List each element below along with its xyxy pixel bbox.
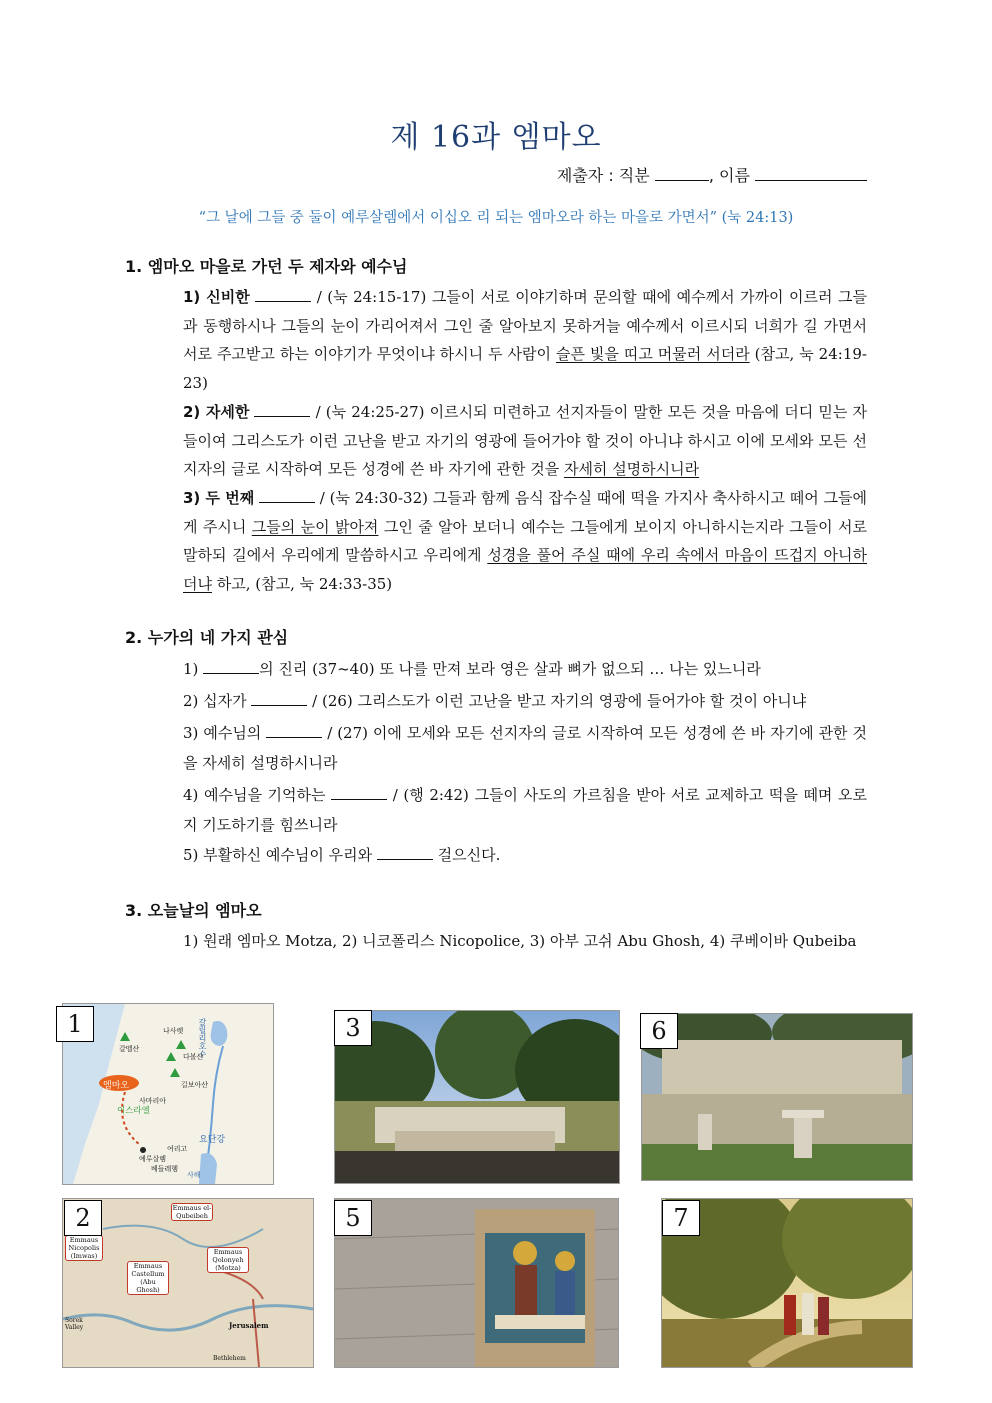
item-label: 1) 신비한 (183, 288, 250, 306)
item-label: 3) 두 번째 (183, 489, 255, 507)
figure-number: 3 (334, 1010, 372, 1046)
map-label: Bethlehem (213, 1355, 246, 1362)
position-blank[interactable] (655, 166, 709, 181)
answer-blank[interactable] (203, 659, 259, 674)
item-tail: 하고, (참고, 눅 24:33-35) (211, 574, 393, 593)
answer-blank[interactable] (331, 785, 387, 800)
excavation-photo-graphic (642, 1014, 912, 1180)
item-text: 4) 예수님을 기억하는 (183, 786, 332, 804)
answer-blank[interactable] (377, 845, 433, 860)
underlined-text: 그들의 눈이 밝아져 (251, 517, 379, 536)
map-label: 이스라엘 (117, 1106, 150, 1116)
section2-item-4 (183, 780, 867, 840)
section1-item-1 (183, 283, 867, 397)
section-heading-1: 1. 엠마오 마을로 가던 두 제자와 예수님 (125, 257, 408, 276)
map-label: 예루살렘 (139, 1155, 167, 1163)
figure-number: 6 (640, 1013, 678, 1049)
section-heading-2: 2. 누가의 네 가지 관심 (125, 628, 289, 647)
item-text: / (27) 이에 모세와 모든 선지자의 글로 시작하여 모든 성경에 쓴 바 자기에 관한 것을 자세히 설명하시니라 (183, 724, 867, 772)
item-text: 의 진리 (37~40) 또 나를 만져 보라 영은 살과 뼈가 없으되 … 나는 있느니라 (259, 660, 761, 678)
map-label: 갈릴리호수 (198, 1018, 207, 1058)
figure-number: 7 (662, 1200, 700, 1236)
item-text: 걸으신다. (432, 846, 501, 864)
item-text: 5) 부활하신 예수님이 우리와 (183, 846, 377, 864)
figure-number: 2 (64, 1200, 102, 1236)
item-text: / (행 2:42) 그들이 사도의 가르침을 받아 서로 교제하고 떡을 떼며 오로지 기도하기를 힘쓰니라 (183, 786, 867, 834)
map-label: 다볼산 (183, 1053, 204, 1061)
fresco-photo-graphic (335, 1199, 618, 1367)
item-label: 2) 자세한 (183, 403, 250, 421)
map-label: 사마리아 (139, 1097, 167, 1105)
section1-item-2 (183, 398, 867, 484)
map-label: 요단강 (199, 1135, 226, 1145)
figure-6-photo (641, 1013, 913, 1181)
map-label-nicopolis: Emmaus Nicopolis (Imwas) (65, 1235, 103, 1261)
item-text: 3) 예수님의 (183, 724, 267, 742)
answer-blank[interactable] (266, 723, 322, 738)
map-label-emmaus: 엠마오 (103, 1081, 130, 1091)
map-label: Sorek Valley (65, 1317, 84, 1331)
item-text: 그인 줄 알아 보더니 예수는 그들에게 보이지 아니하시는지라 그들이 서로 말하되 길에서 우리에게 말씀하시고 우리에게 (183, 517, 867, 564)
section2-item-3 (183, 718, 867, 778)
map-label: Jerusalem (229, 1321, 269, 1330)
name-label: , 이름 (708, 166, 750, 185)
section2-item-2 (183, 686, 867, 716)
item-text: / (26) 그리스도가 이런 고난을 받고 자기의 영광에 들어가야 할 것이 아니냐 (307, 692, 807, 710)
map-label: 여리고 (167, 1145, 188, 1153)
figure-number: 5 (334, 1200, 372, 1236)
map-label: 길보아산 (181, 1081, 209, 1089)
figure-5-photo (334, 1198, 619, 1368)
underlined-text: 슬픈 빛을 띠고 머물러 서더라 (555, 345, 750, 363)
underlined-text: 자세히 설명하시니라 (563, 460, 700, 478)
section-heading-3: 3. 오늘날의 엠마오 (125, 901, 262, 920)
answer-blank[interactable] (251, 691, 307, 706)
section2-item-5 (183, 840, 867, 870)
answer-blank[interactable] (254, 402, 310, 417)
map-label-qolonyeh: Emmaus Qolonyeh (Motza) (207, 1247, 249, 1273)
item-text: 1) (183, 660, 204, 678)
map-label: 사해 (187, 1171, 201, 1179)
section2-item-1 (183, 654, 867, 684)
item-text: / (눅 24:15-17) 그들이 서로 이야기하며 문의할 때에 예수께서 가까이 이르러 그들과 동행하시나 그들의 눈이 가리어져서 그인 줄 알아보지 못하거늘 예수께서 이르시되 너희가 길 가면서 서로 주고받고 하는 이야기가 무엇이냐 하시니 두 사람이 (183, 288, 867, 363)
item-text: / (눅 24:25-27) 이르시되 미련하고 선지자들이 말한 모든 것을 마음에 더디 믿는 자들이여 그리스도가 이런 고난을 받고 자기의 영광에 들어가야 할 것이 아니냐 하시고 이에 모세와 모든 선지자의 글로 시작하여 모든 성경에 쓴 바 자기에 관한 것을 (183, 403, 867, 478)
map-label: 나사렛 (163, 1027, 184, 1035)
section1-item-3 (183, 484, 867, 598)
name-blank[interactable] (755, 166, 867, 181)
map-label-castellum: Emmaus Castellum (Abu Ghosh) (127, 1261, 169, 1295)
figure-3-photo (334, 1010, 620, 1184)
ruins-photo-graphic (335, 1011, 619, 1183)
submitter-line (557, 163, 867, 186)
answer-blank[interactable] (255, 287, 311, 302)
position-label: 제출자 : 직분 (556, 166, 650, 185)
section3-item-1: 1) 원래 엠마오 Motza, 2) 니코폴리스 Nicopolice, 3) 아부 고쉬 Abu Ghosh, 4) 쿠베이바 Qubeiba (183, 932, 857, 950)
item-text: 2) 십자가 (183, 692, 252, 710)
item-text: / (눅 24:30-32) 그들과 함께 음식 잡수실 때에 떡을 가지사 축사하시고 떼어 그들에게 주시니 (183, 489, 867, 536)
underlined-text: 성경을 풀어 주실 때에 우리 속에서 마음이 뜨겁지 아니하더냐 (183, 546, 868, 593)
map-label-qubeibeh: Emmaus el-Qubeibeh (172, 1204, 212, 1220)
key-verse: “그 날에 그들 중 둘이 예루살렘에서 이십오 리 되는 엠마오라 하는 마을로 가면서” (눅 24:13) (198, 210, 794, 226)
map-label: 갈멜산 (119, 1045, 140, 1053)
figure-number: 1 (56, 1006, 94, 1042)
map-label: 베들레헴 (151, 1165, 179, 1173)
page-title: 제 16과 엠마오 (390, 120, 602, 155)
item-tail: (참고, 눅 24:19-23) (183, 345, 867, 392)
answer-blank[interactable] (259, 488, 315, 503)
